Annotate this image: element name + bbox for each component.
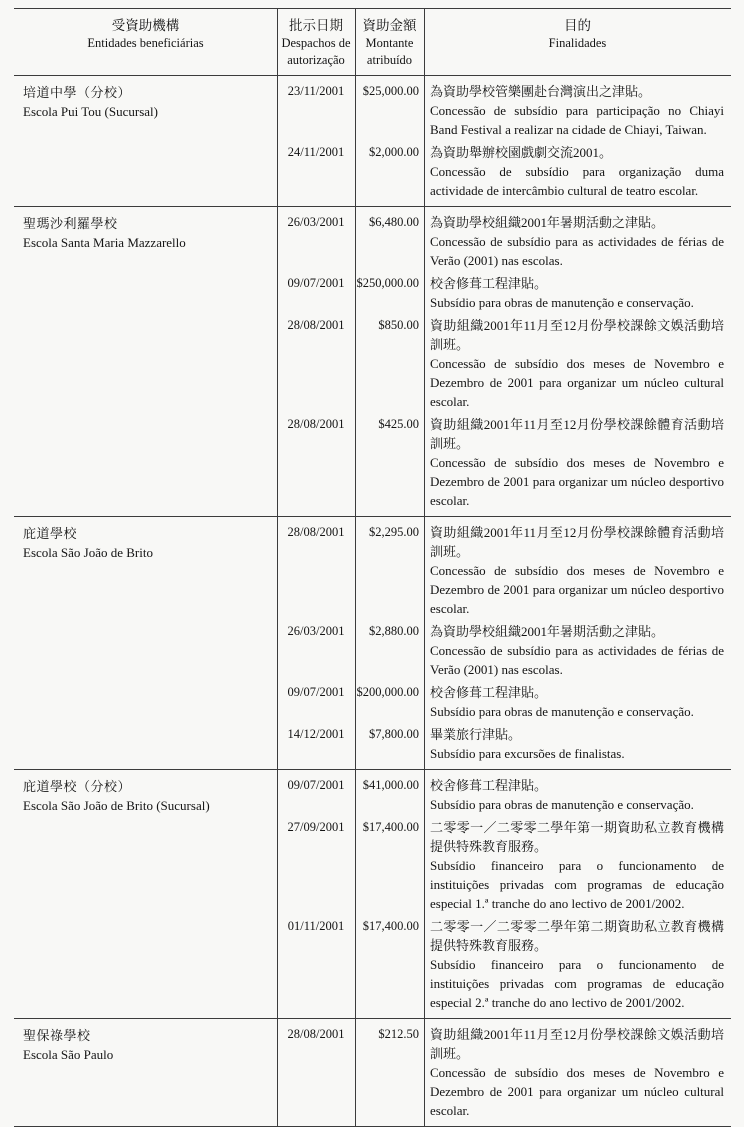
purpose-pt: Concessão de subsídio para as actividades de férias de Verão (2001) nas escolas. (430, 643, 724, 677)
grant-date: 28/08/2001 (287, 417, 345, 431)
purpose-zh: 為資助舉辦校園戲劇交流2001。 (430, 145, 613, 160)
entity-row-group (14, 516, 731, 769)
grant-date: 23/11/2001 (287, 84, 345, 98)
grant-row (277, 415, 731, 512)
grant-row (277, 622, 731, 681)
purpose-pt: Concessão de subsídio para organização duma actividade de intercâmbio cultural de teatro escolar. (430, 164, 724, 198)
purpose-zh: 資助組織2001年11月至12月份學校課餘文娛活動培訓班。 (430, 318, 724, 352)
header-date (277, 9, 355, 75)
header-purpose (424, 9, 731, 75)
purpose-zh: 為資助學校管樂團赴台灣演出之津貼。 (430, 84, 652, 99)
purpose-pt: Subsídio para obras de manutenção e conservação. (430, 295, 694, 310)
header-date-zh: 批示日期 (289, 18, 343, 33)
header-entities-pt: Entidades beneficiárias (87, 36, 204, 50)
grant-purpose (424, 776, 731, 816)
grant-purpose (424, 725, 731, 765)
grant-row (277, 818, 731, 915)
grant-purpose (424, 213, 731, 272)
entity-name-pt: Escola Santa Maria Mazzarello (23, 235, 186, 250)
grant-amount: $425.00 (378, 417, 419, 431)
purpose-pt: Concessão de subsídio dos meses de Novembro e Dezembro de 2001 para organizar um núcleo cultural escolar. (430, 1065, 724, 1118)
subsidy-table (14, 8, 731, 1127)
header-amount-pt: Montante atribuído (365, 36, 414, 67)
grant-row (277, 274, 731, 314)
grant-date: 14/12/2001 (287, 727, 345, 741)
purpose-pt: Subsídio financeiro para o funcionamento de instituições privadas com programas de educação especial 2.ª tranche do ano lectivo de 2001/2002. (430, 957, 724, 1010)
purpose-pt: Concessão de subsídio dos meses de Novembro e Dezembro de 2001 para organizar um núcleo desportivo escolar. (430, 563, 724, 616)
grant-date: 09/07/2001 (287, 276, 345, 290)
column-divider-3 (424, 9, 425, 1126)
grant-amount: $41,000.00 (362, 778, 419, 792)
purpose-zh: 校舍修葺工程津貼。 (430, 685, 548, 700)
grants (277, 776, 731, 1014)
column-divider-2 (355, 9, 356, 1126)
grant-date: 24/11/2001 (287, 145, 345, 159)
grant-purpose (424, 622, 731, 681)
grants (277, 213, 731, 512)
grant-amount: $17,400.00 (362, 820, 419, 834)
table-header-row (14, 9, 731, 76)
entity-name-pt: Escola São Paulo (23, 1047, 114, 1062)
purpose-pt: Subsídio financeiro para o funcionamento de instituições privadas com programas de educação especial 1.ª tranche do ano lectivo de 2001/2002. (430, 858, 724, 911)
purpose-zh: 資助組織2001年11月至12月份學校課餘體育活動培訓班。 (430, 525, 724, 559)
grant-amount: $2,295.00 (369, 525, 419, 539)
grant-date: 28/08/2001 (287, 525, 345, 539)
purpose-zh: 資助組織2001年11月至12月份學校課餘文娛活動培訓班。 (430, 1027, 724, 1061)
purpose-pt: Concessão de subsídio dos meses de Novembro e Dezembro de 2001 para organizar um núcleo desportivo escolar. (430, 455, 724, 508)
purpose-zh: 為資助學校組織2001年暑期活動之津貼。 (430, 215, 665, 230)
purpose-pt: Concessão de subsídio dos meses de Novembro e Dezembro de 2001 para organizar um núcleo cultural escolar. (430, 356, 724, 409)
grant-date: 01/11/2001 (287, 919, 345, 933)
entity-cell (14, 776, 277, 1014)
grant-amount: $2,880.00 (369, 624, 419, 638)
grant-amount: $212.50 (378, 1027, 419, 1041)
purpose-pt: Subsídio para obras de manutenção e conservação. (430, 704, 694, 719)
grant-row (277, 776, 731, 816)
grant-date: 28/08/2001 (287, 318, 345, 332)
table-body (14, 76, 731, 1126)
header-amount-zh: 資助金額 (362, 18, 417, 33)
entity-row-group (14, 206, 731, 516)
grants (277, 523, 731, 765)
grant-row (277, 683, 731, 723)
entity-name-zh: 聖保祿學校 (23, 1028, 91, 1043)
grant-purpose (424, 523, 731, 620)
purpose-zh: 校舍修葺工程津貼。 (430, 276, 548, 291)
grant-amount: $25,000.00 (362, 84, 419, 98)
entity-row-group (14, 76, 731, 206)
grant-date: 26/03/2001 (287, 624, 345, 638)
purpose-zh: 為資助學校組織2001年暑期活動之津貼。 (430, 624, 665, 639)
grant-row (277, 523, 731, 620)
grant-purpose (424, 818, 731, 915)
entity-name-pt: Escola São João de Brito (Sucursal) (23, 798, 210, 813)
grant-purpose (424, 917, 731, 1014)
grant-row (277, 725, 731, 765)
grant-date: 27/09/2001 (287, 820, 345, 834)
entity-cell (14, 213, 277, 512)
grant-row (277, 82, 731, 141)
grant-amount: $850.00 (378, 318, 419, 332)
header-purpose-zh: 目的 (564, 18, 591, 33)
purpose-pt: Subsídio para excursões de finalistas. (430, 746, 625, 761)
header-date-pt: Despachos de autorização (281, 36, 351, 67)
entity-name-zh: 聖瑪沙利羅學校 (23, 216, 118, 231)
grant-row (277, 1025, 731, 1122)
purpose-zh: 畢業旅行津貼。 (430, 727, 522, 742)
grant-purpose (424, 274, 731, 314)
entity-name-pt: Escola São João de Brito (23, 545, 153, 560)
grant-row (277, 213, 731, 272)
grant-purpose (424, 143, 731, 202)
grant-purpose (424, 683, 731, 723)
entity-name-zh: 培道中學（分校） (23, 85, 132, 100)
grant-amount: $2,000.00 (369, 145, 419, 159)
grant-purpose (424, 82, 731, 141)
grant-purpose (424, 1025, 731, 1122)
header-entities (14, 9, 277, 75)
grant-purpose (424, 316, 731, 413)
header-amount (355, 9, 424, 75)
grant-amount: $200,000.00 (356, 685, 419, 699)
grant-amount: $6,480.00 (369, 215, 419, 229)
entity-cell (14, 1025, 277, 1122)
purpose-pt: Concessão de subsídio para participação no Chiayi Band Festival a realizar na cidade de Chiayi, Taiwan. (430, 103, 724, 137)
grant-date: 26/03/2001 (287, 215, 345, 229)
grant-date: 09/07/2001 (287, 685, 345, 699)
grant-date: 09/07/2001 (287, 778, 345, 792)
entity-name-zh: 庇道學校（分校） (23, 779, 132, 794)
grant-amount: $7,800.00 (369, 727, 419, 741)
grant-amount: $17,400.00 (362, 919, 419, 933)
purpose-pt: Concessão de subsídio para as actividades de férias de Verão (2001) nas escolas. (430, 234, 724, 268)
grant-purpose (424, 415, 731, 512)
entity-cell (14, 82, 277, 202)
grants (277, 82, 731, 202)
entity-cell (14, 523, 277, 765)
entity-row-group (14, 769, 731, 1018)
grant-amount: $250,000.00 (356, 276, 419, 290)
entity-row-group (14, 1018, 731, 1126)
purpose-zh: 校舍修葺工程津貼。 (430, 778, 548, 793)
grant-row (277, 917, 731, 1014)
grant-row (277, 143, 731, 202)
purpose-pt: Subsídio para obras de manutenção e conservação. (430, 797, 694, 812)
header-purpose-pt: Finalidades (548, 36, 607, 50)
purpose-zh: 二零零一／二零零二學年第二期資助私立教育機構提供特殊教育服務。 (430, 919, 724, 953)
entity-name-zh: 庇道學校 (23, 526, 78, 541)
grant-row (277, 316, 731, 413)
entity-name-pt: Escola Pui Tou (Sucursal) (23, 104, 158, 119)
purpose-zh: 二零零一／二零零二學年第一期資助私立教育機構提供特殊教育服務。 (430, 820, 724, 854)
grants (277, 1025, 731, 1122)
header-entities-zh: 受資助機構 (111, 18, 180, 33)
grant-date: 28/08/2001 (287, 1027, 345, 1041)
purpose-zh: 資助組織2001年11月至12月份學校課餘體育活動培訓班。 (430, 417, 724, 451)
column-divider-1 (277, 9, 278, 1126)
